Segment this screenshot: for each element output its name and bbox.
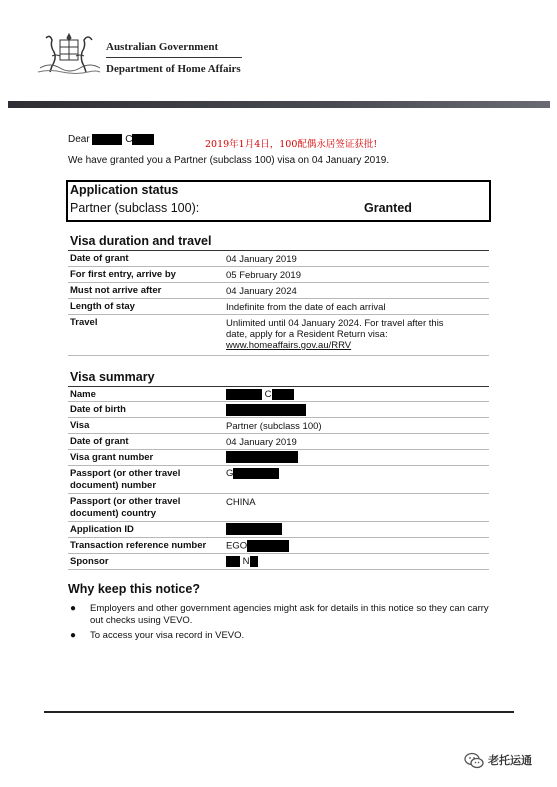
label-line: document) number: [70, 480, 157, 491]
rrv-link[interactable]: www.homeaffairs.gov.au/RRV: [226, 340, 352, 351]
dob-value: [226, 404, 456, 416]
country-value: CHINA: [226, 497, 256, 508]
bullet-icon: ●: [70, 630, 77, 641]
status-title: Application status: [70, 183, 179, 197]
sponsor-initial: N: [242, 556, 250, 568]
redacted-passport: [233, 468, 279, 479]
row-label: Transaction reference number: [70, 540, 207, 551]
travel-value: [226, 318, 451, 351]
row-label: Must not arrive after: [70, 285, 162, 296]
divider: [68, 569, 489, 570]
label-line: document) country: [70, 508, 157, 519]
row-value: 04 January 2019: [226, 254, 297, 265]
redacted-name: [226, 389, 262, 400]
watermark-text: 老托运通: [488, 754, 532, 767]
label-line: Passport (or other travel: [70, 468, 181, 479]
divider: [68, 553, 489, 554]
department-name: Department of Home Affairs: [106, 63, 241, 75]
row-label: Name: [70, 389, 96, 400]
trn-value: [226, 540, 456, 552]
redacted-name: [132, 134, 154, 145]
salutation-initial: C: [125, 134, 133, 146]
row-label: Visa grant number: [70, 452, 154, 463]
row-label: For first entry, arrive by: [70, 269, 176, 280]
header-bar: [8, 101, 550, 108]
salutation-word: Dear: [68, 134, 90, 146]
row-label: Visa: [70, 420, 90, 431]
divider: [68, 417, 489, 418]
row-label: Sponsor: [70, 556, 109, 567]
row-label: Travel: [70, 317, 98, 328]
redacted-sponsor: [226, 556, 240, 567]
divider: [68, 282, 489, 283]
redacted-trn: [247, 540, 289, 552]
divider: [68, 386, 489, 387]
grant-value: 04 January 2019: [226, 437, 297, 448]
handwritten-note: 2019年1月4日，100配偶永居签证获批!: [205, 139, 378, 150]
redacted-name: [272, 389, 294, 400]
redacted-app-id: [226, 523, 282, 535]
grant-number-value: [226, 451, 456, 463]
divider: [68, 433, 489, 434]
bullet-text: Employers and other government agencies might ask for details in this notice so they can carry out checks using VEVO.: [90, 603, 489, 626]
divider: [68, 401, 489, 402]
divider: [68, 250, 489, 251]
row-label: [70, 496, 180, 520]
passport-prefix: G: [226, 468, 234, 480]
passport-value: [226, 468, 456, 479]
divider: [68, 314, 489, 315]
status-visa: Partner (subclass 100):: [70, 201, 200, 215]
row-label: Date of birth: [70, 404, 126, 415]
redacted-grant-number: [226, 451, 298, 463]
header-divider: [106, 57, 242, 58]
travel-text: Unlimited until 04 January 2024. For travel after this date, apply for a Resident Return visa:: [226, 318, 444, 340]
redacted-dob: [226, 404, 306, 416]
row-value: 04 January 2024: [226, 286, 297, 297]
name-value: [226, 389, 456, 400]
row-label: Application ID: [70, 524, 134, 535]
bullet-icon: ●: [70, 603, 77, 614]
divider: [68, 266, 489, 267]
redacted-name: [92, 134, 122, 145]
bullet-text: To access your visa record in VEVO.: [90, 630, 245, 641]
divider: [68, 449, 489, 450]
redacted-sponsor: [250, 556, 258, 567]
wechat-icon: [464, 752, 484, 770]
row-label: Date of grant: [70, 253, 129, 264]
coat-of-arms-logo: [36, 28, 102, 76]
app-id-value: [226, 523, 456, 535]
name-initial: C: [264, 389, 272, 401]
row-value: 05 February 2019: [226, 270, 301, 281]
divider: [68, 355, 489, 356]
summary-title: Visa summary: [70, 370, 155, 384]
divider: [68, 521, 489, 522]
label-line: Passport (or other travel: [70, 496, 181, 507]
row-value: Indefinite from the date of each arrival: [226, 302, 386, 313]
trn-prefix: EGO: [226, 540, 248, 552]
footer-divider: [44, 711, 514, 713]
intro-text: We have granted you a Partner (subclass 100) visa on 04 January 2019.: [68, 155, 390, 166]
row-label: Date of grant: [70, 436, 129, 447]
why-title: Why keep this notice?: [68, 582, 200, 596]
government-name: Australian Government: [106, 41, 219, 53]
divider: [68, 298, 489, 299]
sponsor-value: [226, 556, 456, 567]
row-label: Length of stay: [70, 301, 135, 312]
status-value: Granted: [364, 201, 412, 215]
salutation: [68, 134, 154, 145]
duration-title: Visa duration and travel: [70, 234, 212, 248]
row-label: [70, 468, 180, 492]
divider: [68, 465, 489, 466]
divider: [68, 493, 489, 494]
divider: [68, 537, 489, 538]
visa-value: Partner (subclass 100): [226, 421, 322, 432]
